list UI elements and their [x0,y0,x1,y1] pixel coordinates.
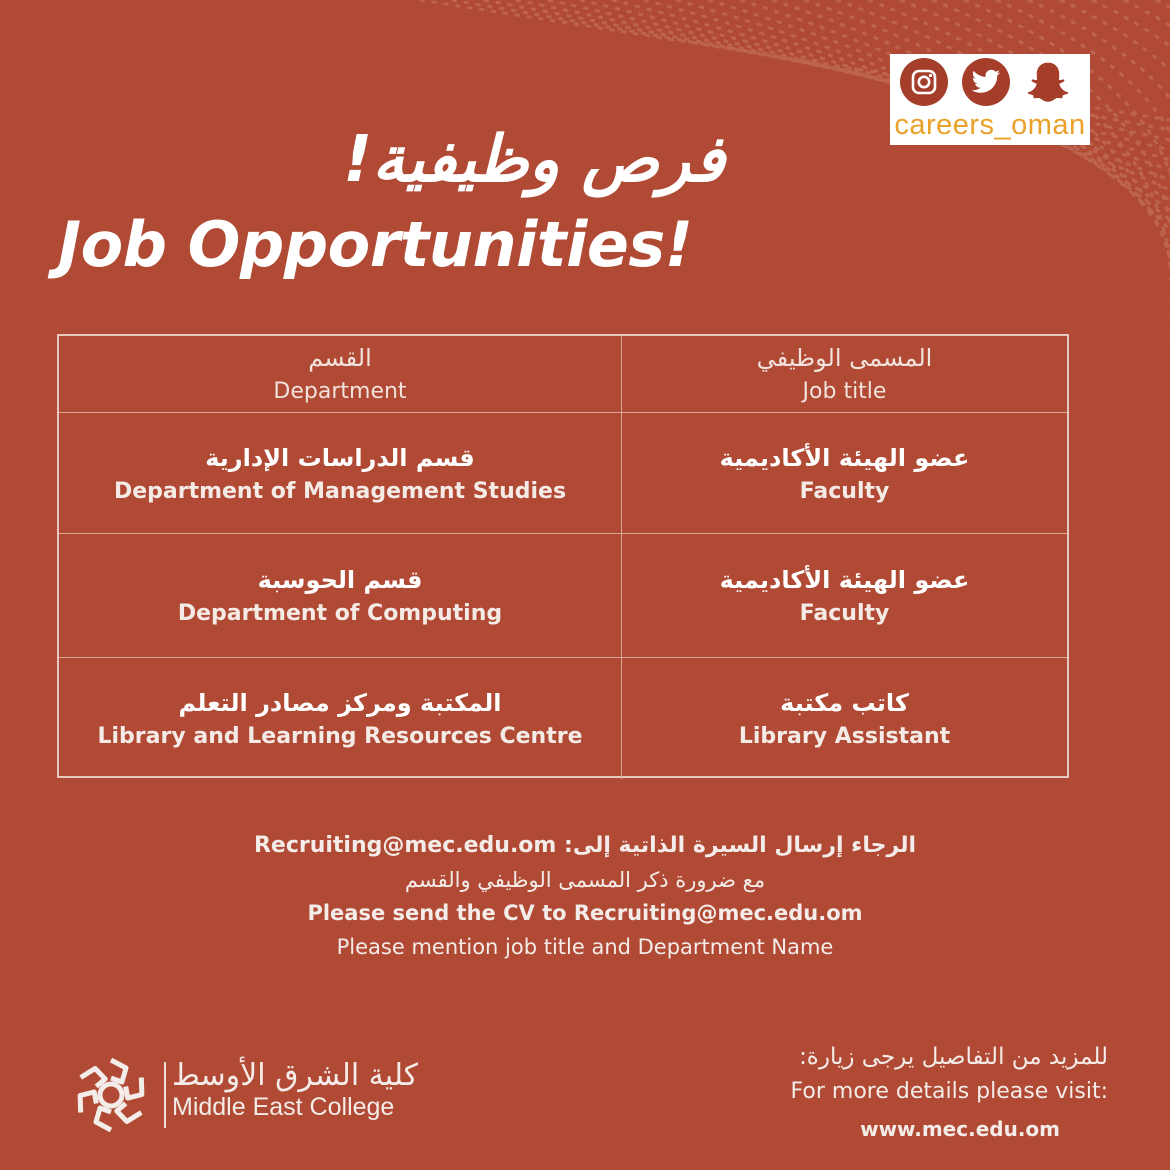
department-arabic: قسم الدراسات الإدارية [205,443,475,472]
website-link[interactable]: www.mec.edu.om [860,1117,1060,1141]
logo-divider [164,1062,166,1128]
mention-title-english: Please mention job title and Department Name [336,935,834,959]
more-details-block [791,1040,1108,1147]
table-row [59,412,1067,534]
send-cv-arabic: الرجاء إرسال السيرة الذاتية إلى: Recruiting@mec.edu.om [253,833,917,858]
job-title-cell [622,658,1067,779]
job-title-arabic: عضو الهيئة الأكاديمية [719,443,970,472]
department-arabic: قسم الحوسبة [257,566,423,594]
job-title-column-header [622,336,1067,412]
table-header-row [59,336,1067,412]
instagram-icon[interactable] [900,58,948,106]
job-title-cell [622,534,1067,658]
department-english: Library and Learning Resources Centre [97,723,583,749]
snapchat-icon[interactable] [1024,58,1072,106]
mention-title-arabic: مع ضرورة ذكر المسمى الوظيفي والقسم [404,868,766,892]
department-arabic: المكتبة ومركز مصادر التعلم [178,688,502,717]
job-opportunities-table [57,334,1069,778]
college-emblem-icon [64,1048,158,1142]
job-title-arabic: كاتب مكتبة [780,688,909,717]
table-row [59,657,1067,779]
department-column-header [59,336,622,412]
college-name-english: Middle East College [172,1093,395,1121]
application-instructions [230,828,940,964]
page-title: Job Opportunities! [58,208,693,281]
job-title-header-arabic: المسمى الوظيفي [756,344,933,372]
page-title-arabic: فرص وظيفية! [343,123,725,197]
department-cell [59,658,622,779]
department-english: Department of Management Studies [113,478,567,504]
department-header-english: Department [273,379,407,404]
job-title-english: Faculty [799,601,890,626]
college-logo [64,1046,464,1142]
job-title-header-english: Job title [802,379,887,404]
department-english: Department of Computing [177,601,503,626]
send-cv-english: Please send the CV to Recruiting@mec.edu.om [307,901,863,925]
department-cell [59,413,622,534]
job-title-arabic: عضو الهيئة الأكاديمية [719,566,970,594]
department-header-arabic: القسم [308,344,372,372]
more-details-arabic: للمزيد من التفاصيل يرجى زيارة: [799,1044,1108,1070]
table-row [59,533,1067,658]
social-handle[interactable]: careers_oman [894,109,1086,141]
job-title-cell [622,413,1067,534]
twitter-icon[interactable] [962,58,1010,106]
department-cell [59,534,622,658]
college-name-arabic: كلية الشرق الأوسط [172,1058,419,1093]
job-title-english: Faculty [799,478,890,504]
job-title-english: Library Assistant [738,723,951,749]
social-media-badge [890,54,1090,145]
more-details-english: For more details please visit: [790,1079,1108,1104]
